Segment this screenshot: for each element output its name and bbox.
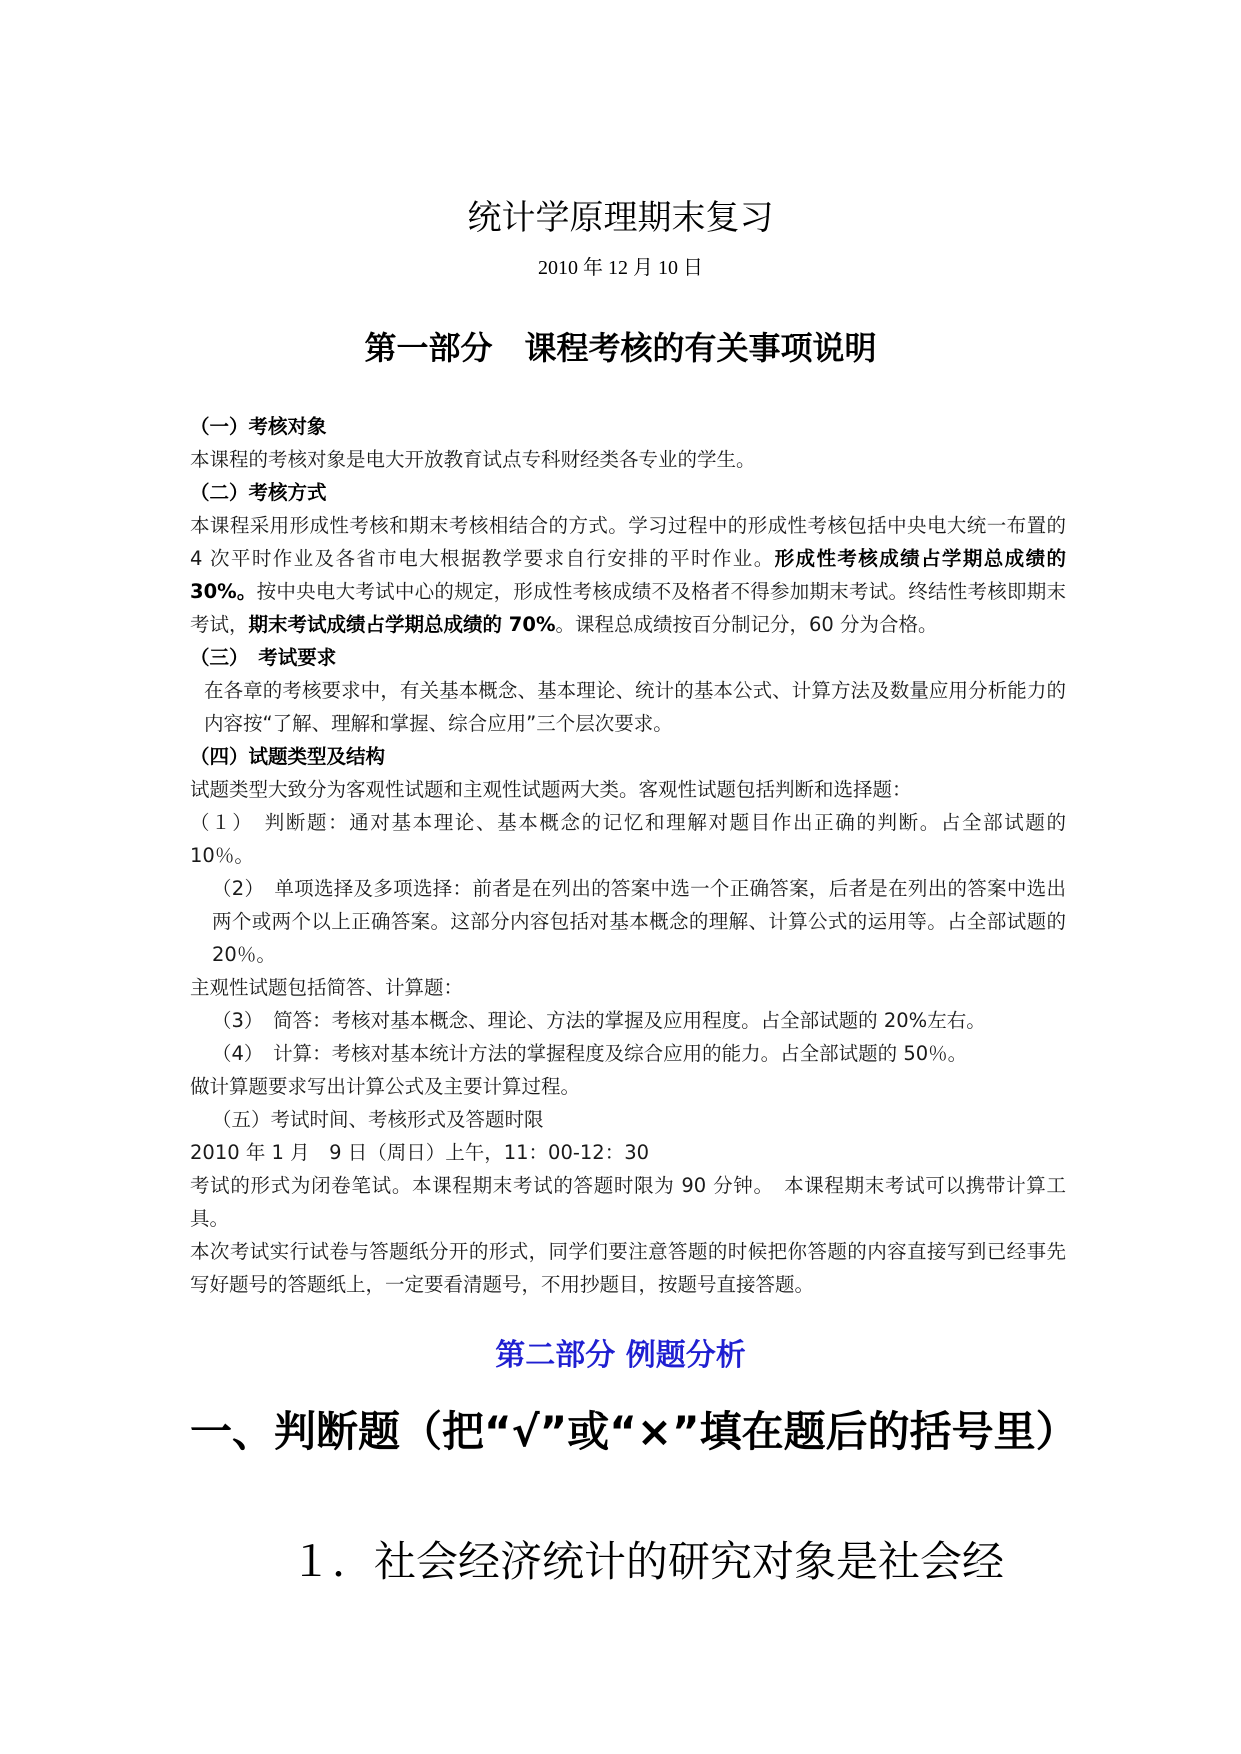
sec4-item1: （１） 判断题：通对基本理论、基本概念的记忆和理解对题目作出正确的判断。占全部试题的 10％。: [190, 811, 1066, 867]
sec2-bold-1: 形成性考核成绩占学期总成绩的 30%。: [190, 547, 1066, 603]
sec4-item3: （3） 简答：考核对基本概念、理论、方法的掌握及应用程度。占全部试题的 20%左右。: [212, 1009, 986, 1032]
sec4-intro: 试题类型大致分为客观性试题和主观性试题两大类。客观性试题包括判断和选择题：: [190, 778, 912, 801]
sec2-text-3: 。课程总成绩按百分制记分，60 分为合格。: [555, 613, 938, 636]
sec2-text-2: 按中央电大考试中心的规定，形成性考核成绩不及格者不得参加期末考试。终结性考核即期末考试，: [190, 580, 1066, 636]
sec2-text-1: 本课程采用形成性考核和期末考核相结合的方式。学习过程中的形成性考核包括中央电大统一布置的 4 次平时作业及各省市电大根据教学要求自行安排的平时作业。: [190, 514, 1066, 570]
sec4-item2: （2） 单项选择及多项选择：前者是在列出的答案中选一个正确答案，后者是在列出的答案中选出两个或两个以上正确答案。这部分内容包括对基本概念的理解、计算公式的运用等。占全部试题的 20％。: [212, 877, 1066, 966]
sec4-heading: （四）试题类型及结构: [190, 745, 386, 768]
sec5-time: 2010 年 1 月 9 日（周日）上午，11：00-12：30: [190, 1141, 650, 1164]
sec2-bold-2: 期末考试成绩占学期总成绩的 70%: [248, 613, 556, 636]
sec5-heading: （五）考试时间、考核形式及答题时限: [212, 1108, 544, 1131]
sec3-text: 在各章的考核要求中，有关基本概念、基本理论、统计的基本公式、计算方法及数量应用分析能力的内容按“了解、理解和掌握、综合应用”三个层次要求。: [204, 679, 1066, 735]
document-title: 统计学原理期末复习: [467, 198, 774, 238]
sec3-heading: （三） 考试要求: [190, 646, 337, 669]
sec4-calc-note: 做计算题要求写出计算公式及主要计算过程。: [190, 1075, 581, 1098]
document-body: [190, 410, 1066, 1301]
sec2-heading: （二）考核方式: [190, 481, 327, 504]
question-1: １．社会经济统计的研究对象是社会经: [290, 1537, 1005, 1586]
section1-heading: 一、判断题（把“√”或“×”填在题后的括号里）: [190, 1407, 1078, 1456]
sec4-subjective: 主观性试题包括简答、计算题：: [190, 976, 464, 999]
sec5-note: 本次考试实行试卷与答题纸分开的形式，同学们要注意答题的时候把你答题的内容直接写到已经事先写好题号的答题纸上，一定要看清题号，不用抄题目，按题号直接答题。: [190, 1240, 1066, 1296]
sec4-item4: （4） 计算：考核对基本统计方法的掌握程度及综合应用的能力。占全部试题的 50％。: [212, 1042, 968, 1065]
part1-heading: 第一部分 课程考核的有关事项说明: [364, 329, 877, 367]
sec2-paragraph: [190, 509, 1066, 641]
sec1-text: 本课程的考核对象是电大开放教育试点专科财经类各专业的学生。: [190, 448, 756, 471]
sec1-heading: （一）考核对象: [190, 415, 327, 438]
document-date: 2010 年 12 月 10 日: [538, 257, 703, 279]
sec5-form: 考试的形式为闭卷笔试。本课程期末考试的答题时限为 90 分钟。 本课程期末考试可以携带计算工具。: [190, 1174, 1066, 1230]
part2-heading: 第二部分 例题分析: [495, 1338, 746, 1373]
